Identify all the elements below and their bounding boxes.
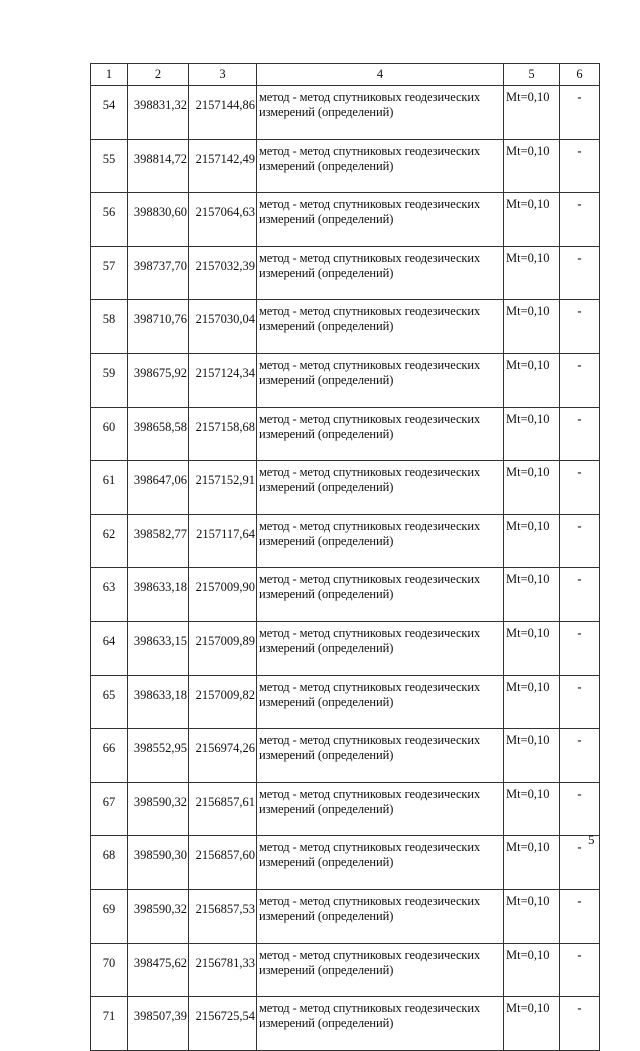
description-cell: - [560, 407, 600, 461]
point-number-cell: 68 [91, 836, 128, 890]
x-coordinate-cell: 398633,18 [128, 675, 189, 729]
table-row [91, 621, 600, 675]
method-cell: метод - метод спутниковых геодезических измерений (определений) [257, 514, 504, 568]
coordinates-table [90, 63, 600, 1051]
x-coordinate-cell: 398710,76 [128, 300, 189, 354]
header-col-1: 1 [91, 64, 128, 86]
y-coordinate-cell: 2157009,82 [189, 675, 257, 729]
table-row [91, 86, 600, 140]
method-cell: метод - метод спутниковых геодезических измерений (определений) [257, 782, 504, 836]
table-row [91, 997, 600, 1051]
point-number-cell: 65 [91, 675, 128, 729]
accuracy-cell: Mt=0,10 [504, 836, 560, 890]
method-cell: метод - метод спутниковых геодезических измерений (определений) [257, 353, 504, 407]
accuracy-cell: Mt=0,10 [504, 246, 560, 300]
table-row [91, 139, 600, 193]
table-row [91, 246, 600, 300]
point-number-cell: 61 [91, 461, 128, 515]
table-row [91, 353, 600, 407]
y-coordinate-cell: 2157152,91 [189, 461, 257, 515]
description-cell: - [560, 782, 600, 836]
y-coordinate-cell: 2156857,61 [189, 782, 257, 836]
table-row [91, 782, 600, 836]
method-cell: метод - метод спутниковых геодезических измерений (определений) [257, 836, 504, 890]
x-coordinate-cell: 398830,60 [128, 193, 189, 247]
accuracy-cell: Mt=0,10 [504, 139, 560, 193]
point-number-cell: 58 [91, 300, 128, 354]
description-cell: - [560, 729, 600, 783]
table-header [91, 64, 600, 86]
method-cell: метод - метод спутниковых геодезических измерений (определений) [257, 407, 504, 461]
header-col-6: 6 [560, 64, 600, 86]
table-row [91, 300, 600, 354]
point-number-cell: 54 [91, 86, 128, 140]
point-number-cell: 67 [91, 782, 128, 836]
y-coordinate-cell: 2157124,34 [189, 353, 257, 407]
x-coordinate-cell: 398507,39 [128, 997, 189, 1051]
description-cell: - [560, 621, 600, 675]
point-number-cell: 57 [91, 246, 128, 300]
y-coordinate-cell: 2156781,33 [189, 943, 257, 997]
point-number-cell: 59 [91, 353, 128, 407]
point-number-cell: 64 [91, 621, 128, 675]
table-row [91, 729, 600, 783]
table-row [91, 943, 600, 997]
accuracy-cell: Mt=0,10 [504, 407, 560, 461]
header-row [91, 64, 600, 86]
x-coordinate-cell: 398658,58 [128, 407, 189, 461]
accuracy-cell: Mt=0,10 [504, 461, 560, 515]
point-number-cell: 66 [91, 729, 128, 783]
method-cell: метод - метод спутниковых геодезических измерений (определений) [257, 675, 504, 729]
point-number-cell: 63 [91, 568, 128, 622]
x-coordinate-cell: 398647,06 [128, 461, 189, 515]
table-row [91, 461, 600, 515]
method-cell: метод - метод спутниковых геодезических измерений (определений) [257, 246, 504, 300]
y-coordinate-cell: 2157030,04 [189, 300, 257, 354]
x-coordinate-cell: 398590,32 [128, 889, 189, 943]
method-cell: метод - метод спутниковых геодезических измерений (определений) [257, 300, 504, 354]
x-coordinate-cell: 398590,32 [128, 782, 189, 836]
y-coordinate-cell: 2157117,64 [189, 514, 257, 568]
method-cell: метод - метод спутниковых геодезических измерений (определений) [257, 568, 504, 622]
y-coordinate-cell: 2156857,60 [189, 836, 257, 890]
description-cell: - [560, 139, 600, 193]
accuracy-cell: Mt=0,10 [504, 621, 560, 675]
y-coordinate-cell: 2157142,49 [189, 139, 257, 193]
accuracy-cell: Mt=0,10 [504, 889, 560, 943]
y-coordinate-cell: 2156725,54 [189, 997, 257, 1051]
x-coordinate-cell: 398675,92 [128, 353, 189, 407]
accuracy-cell: Mt=0,10 [504, 193, 560, 247]
x-coordinate-cell: 398590,30 [128, 836, 189, 890]
y-coordinate-cell: 2157158,68 [189, 407, 257, 461]
x-coordinate-cell: 398475,62 [128, 943, 189, 997]
table-row [91, 514, 600, 568]
accuracy-cell: Mt=0,10 [504, 514, 560, 568]
y-coordinate-cell: 2157144,86 [189, 86, 257, 140]
description-cell: - [560, 300, 600, 354]
y-coordinate-cell: 2156974,26 [189, 729, 257, 783]
table-row [91, 407, 600, 461]
point-number-cell: 56 [91, 193, 128, 247]
x-coordinate-cell: 398831,32 [128, 86, 189, 140]
description-cell: - [560, 568, 600, 622]
header-col-5: 5 [504, 64, 560, 86]
x-coordinate-cell: 398582,77 [128, 514, 189, 568]
description-cell: - [560, 675, 600, 729]
accuracy-cell: Mt=0,10 [504, 675, 560, 729]
description-cell: - [560, 836, 600, 890]
method-cell: метод - метод спутниковых геодезических измерений (определений) [257, 621, 504, 675]
y-coordinate-cell: 2157064,63 [189, 193, 257, 247]
x-coordinate-cell: 398814,72 [128, 139, 189, 193]
description-cell: - [560, 514, 600, 568]
accuracy-cell: Mt=0,10 [504, 353, 560, 407]
method-cell: метод - метод спутниковых геодезических измерений (определений) [257, 86, 504, 140]
accuracy-cell: Mt=0,10 [504, 86, 560, 140]
accuracy-cell: Mt=0,10 [504, 943, 560, 997]
description-cell: - [560, 461, 600, 515]
method-cell: метод - метод спутниковых геодезических измерений (определений) [257, 461, 504, 515]
accuracy-cell: Mt=0,10 [504, 729, 560, 783]
accuracy-cell: Mt=0,10 [504, 568, 560, 622]
point-number-cell: 62 [91, 514, 128, 568]
header-col-3: 3 [189, 64, 257, 86]
method-cell: метод - метод спутниковых геодезических измерений (определений) [257, 997, 504, 1051]
table-row [91, 675, 600, 729]
description-cell: - [560, 889, 600, 943]
table-row [91, 889, 600, 943]
description-cell: - [560, 246, 600, 300]
y-coordinate-cell: 2156857,53 [189, 889, 257, 943]
description-cell: - [560, 997, 600, 1051]
description-cell: - [560, 86, 600, 140]
point-number-cell: 55 [91, 139, 128, 193]
x-coordinate-cell: 398552,95 [128, 729, 189, 783]
description-cell: - [560, 943, 600, 997]
accuracy-cell: Mt=0,10 [504, 300, 560, 354]
point-number-cell: 60 [91, 407, 128, 461]
x-coordinate-cell: 398737,70 [128, 246, 189, 300]
method-cell: метод - метод спутниковых геодезических измерений (определений) [257, 889, 504, 943]
description-cell: - [560, 353, 600, 407]
header-col-2: 2 [128, 64, 189, 86]
header-col-4: 4 [257, 64, 504, 86]
method-cell: метод - метод спутниковых геодезических измерений (определений) [257, 943, 504, 997]
accuracy-cell: Mt=0,10 [504, 997, 560, 1051]
x-coordinate-cell: 398633,15 [128, 621, 189, 675]
table-row [91, 568, 600, 622]
table-row [91, 193, 600, 247]
x-coordinate-cell: 398633,18 [128, 568, 189, 622]
point-number-cell: 69 [91, 889, 128, 943]
method-cell: метод - метод спутниковых геодезических измерений (определений) [257, 193, 504, 247]
method-cell: метод - метод спутниковых геодезических измерений (определений) [257, 139, 504, 193]
description-cell: - [560, 193, 600, 247]
method-cell: метод - метод спутниковых геодезических измерений (определений) [257, 729, 504, 783]
y-coordinate-cell: 2157009,90 [189, 568, 257, 622]
table-row [91, 836, 600, 890]
table-body [91, 86, 600, 1051]
y-coordinate-cell: 2157032,39 [189, 246, 257, 300]
accuracy-cell: Mt=0,10 [504, 782, 560, 836]
point-number-cell: 71 [91, 997, 128, 1051]
y-coordinate-cell: 2157009,89 [189, 621, 257, 675]
point-number-cell: 70 [91, 943, 128, 997]
page-number: 5 [588, 832, 595, 847]
